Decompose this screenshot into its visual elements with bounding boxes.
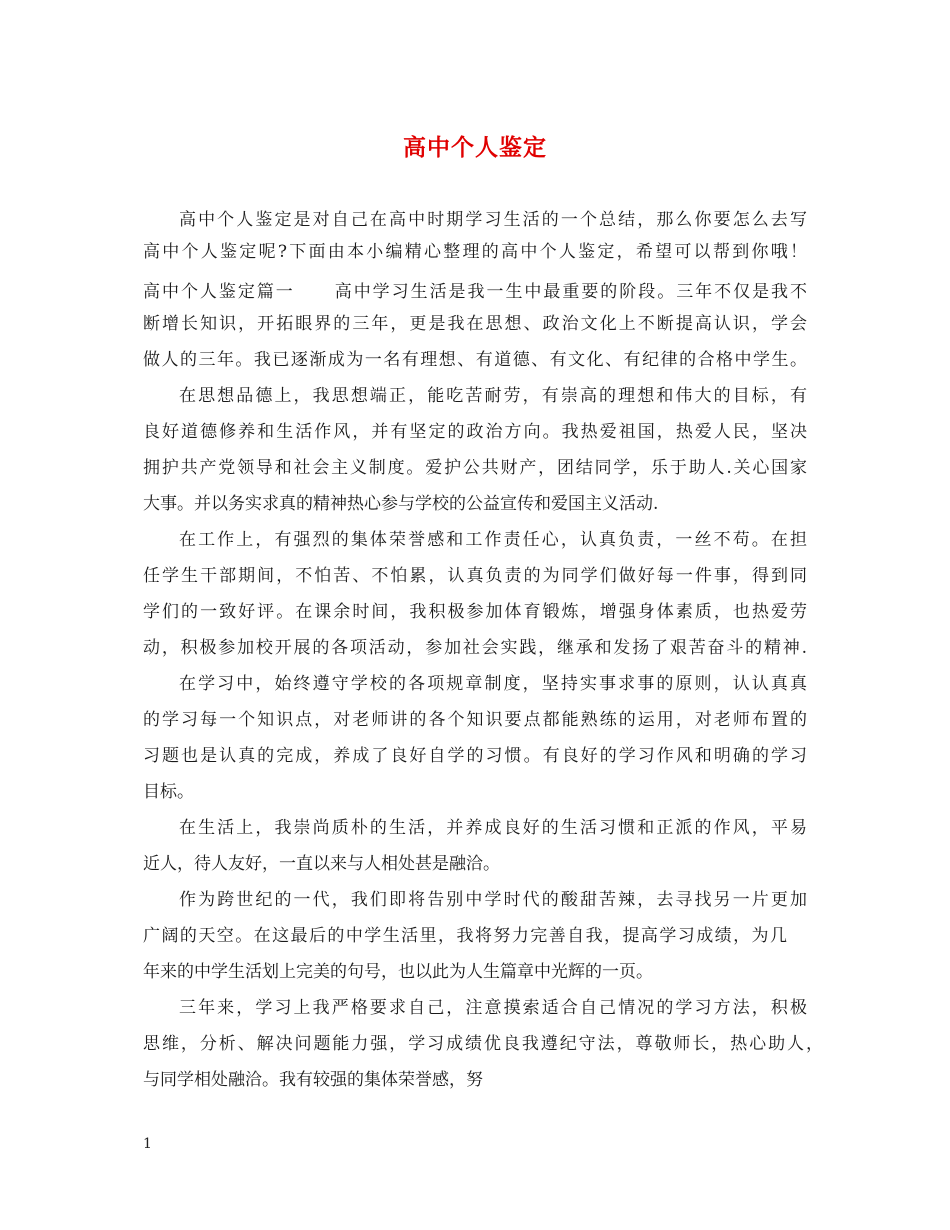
text-line: 作为跨世纪的一代，我们即将告别中学时代的酸甜苦辣，去寻找另一片更加: [179, 890, 807, 910]
text-line: 任学生干部期间，不怕苦、不怕累，认真负责的为同学们做好每一件事，得到同: [143, 566, 807, 586]
text-line: 在工作上，有强烈的集体荣誉感和工作责任心，认真负责，一丝不苟。在担: [179, 530, 807, 550]
text-line: 与同学相处融洽。我有较强的集体荣誉感，努: [143, 1070, 483, 1090]
text-line: 做人的三年。我已逐渐成为一名有理想、有道德、有文化、有纪律的合格中学生。: [143, 350, 807, 370]
text-line: 年来的中学生活划上完美的句号，也以此为人生篇章中光辉的一页。: [143, 962, 653, 982]
text-span: 高中学习生活是我一生中最重要的阶段。三年不仅是我不: [332, 282, 808, 302]
text-line: 高中个人鉴定是对自己在高中时期学习生活的一个总结，那么你要怎么去写: [179, 210, 807, 230]
text-line: 习题也是认真的完成，养成了良好自学的习惯。有良好的学习作风和明确的学习: [143, 746, 807, 766]
text-line: 良好道德修养和生活作风，并有坚定的政治方向。我热爱祖国，热爱人民，坚决: [143, 422, 807, 442]
text-line: 三年来，学习上我严格要求自己，注意摸索适合自己情况的学习方法，积极: [179, 998, 807, 1018]
text-line: 目标。: [143, 782, 194, 802]
text-line: 在生活上，我崇尚质朴的生活，并养成良好的生活习惯和正派的作风，平易: [179, 818, 807, 838]
text-line: 高中个人鉴定呢?下面由本小编精心整理的高中个人鉴定，希望可以帮到你哦！: [143, 242, 807, 262]
text-line: 广阔的天空。在这最后的中学生活里，我将努力完善自我，提高学习成绩，为几: [143, 926, 787, 946]
text-line: 大事。并以务实求真的精神热心参与学校的公益宣传和爱国主义活动.: [143, 494, 659, 514]
text-line: 动，积极参加校开展的各项活动，参加社会实践，继承和发扬了艰苦奋斗的精神.: [143, 638, 807, 658]
text-line: 的学习每一个知识点，对老师讲的各个知识要点都能熟练的运用，对老师布置的: [143, 710, 807, 730]
text-line: 在思想品德上，我思想端正，能吃苦耐劳，有崇高的理想和伟大的目标，有: [179, 386, 807, 406]
text-line: 思维，分析、解决问题能力强，学习成绩优良我遵纪守法，尊敬师长，热心助人，: [143, 1034, 823, 1054]
text-line: 拥护共产党领导和社会主义制度。爱护公共财产，团结同学，乐于助人.关心国家: [143, 458, 807, 478]
text-line: 在学习中，始终遵守学校的各项规章制度，坚持实事求事的原则，认认真真: [179, 674, 807, 694]
page-title: 高中个人鉴定: [403, 134, 547, 161]
text-line: 断增长知识，开拓眼界的三年，更是我在思想、政治文化上不断提高认识，学会: [143, 314, 807, 334]
text-line: 近人，待人友好，一直以来与人相处甚是融洽。: [143, 854, 500, 874]
text-line: 学们的一致好评。在课余时间，我积极参加体育锻炼，增强身体素质，也热爱劳: [143, 602, 807, 622]
text-line-with-heading: [143, 280, 807, 304]
page-number: 1: [143, 1136, 152, 1152]
section-heading: 高中个人鉴定篇一: [143, 282, 295, 302]
